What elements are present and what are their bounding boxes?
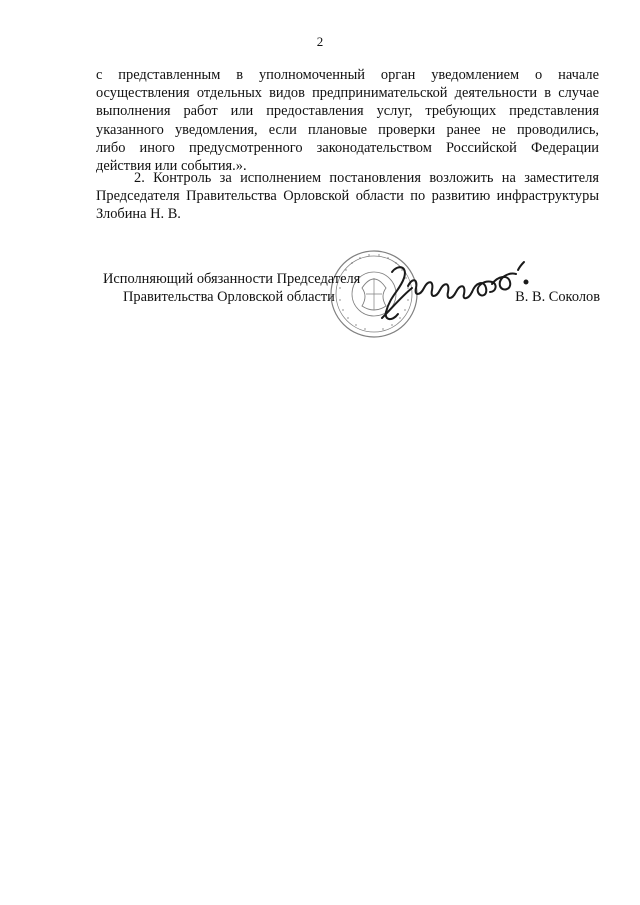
signatory-position-line-2: Правительства Орловской области [123,289,335,305]
text-line: осуществления отдельных видов предпринимательской деятельности в случае [96,85,599,102]
signatory-position-line-1: Исполняющий обязанности Председателя [103,271,361,287]
text-line: либо иного предусмотренного законодательством Российской Федерации [96,139,599,156]
text-line: Злобина Н. В. [96,206,181,223]
signature-block [0,250,640,350]
text-line: выполнения работ или предоставления услуг, требующих представления [96,103,599,120]
paragraph-control-clause [96,169,599,224]
text-line: с представленным в уполномоченный орган уведомлением о начале [96,67,599,83]
text-line: указанного уведомления, если плановые проверки ранее не проводились, [96,121,599,138]
handwritten-signature-icon [368,252,538,332]
paragraph-continuation [96,66,599,175]
text-line: действия или события.». [96,158,247,175]
signatory-name: В. В. Соколов [515,289,600,305]
text-line: 2. Контроль за исполнением постановления возложить на заместителя [134,170,599,186]
page-number: 2 [316,34,324,49]
text-line: Председателя Правительства Орловской области по развитию инфраструктуры [96,188,599,205]
